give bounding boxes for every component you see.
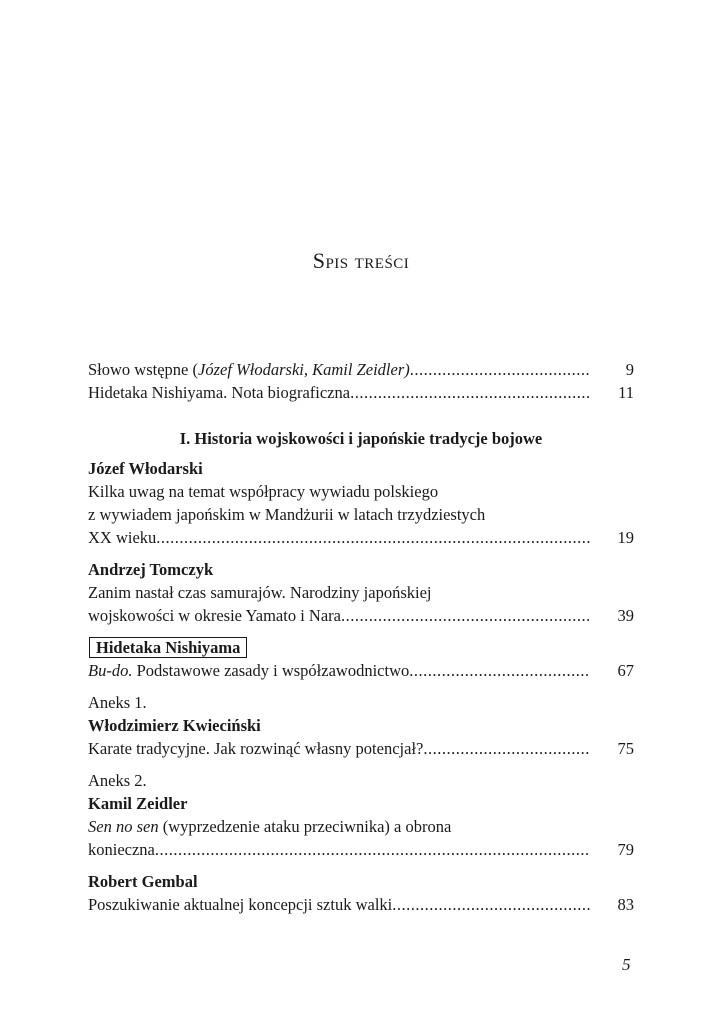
toc-entry-title-line: Zanim nastał czas samurajów. Narodziny japońskiej	[88, 583, 432, 602]
toc-entry-foreword	[88, 358, 634, 381]
toc-page-number: 67	[617, 661, 634, 680]
toc-entry-annex-label: Aneks 1.	[88, 693, 147, 712]
toc-entry-title-line: Poszukiwanie aktualnej koncepcji sztuk walki	[88, 895, 393, 914]
toc-entry-annex-label: Aneks 2.	[88, 771, 147, 790]
toc-entry-author: Kamil Zeidler	[88, 794, 188, 813]
table-of-contents	[88, 358, 634, 916]
toc-page-number: 83	[617, 895, 634, 914]
toc-entry-author: Robert Gembal	[88, 872, 198, 891]
toc-entry-last-line	[88, 838, 634, 861]
toc-entry-title-line: (wyprzedzenie ataku przeciwnika) a obrona	[158, 817, 452, 836]
toc-entry-author-highlighted: Hidetaka Nishiyama	[89, 637, 247, 658]
dot-leader	[410, 358, 590, 381]
toc-page-number: 75	[617, 739, 634, 758]
toc-entry-title-line: Karate tradycyjne. Jak rozwinąć własny potencjał?	[88, 739, 424, 758]
toc-entry-author: Józef Włodarski	[88, 459, 203, 478]
toc-page-number: 79	[617, 840, 634, 859]
page-title: Spis treści	[312, 247, 410, 273]
toc-entry-title: Słowo wstępne (	[88, 360, 198, 379]
toc-page-number: 9	[625, 360, 634, 379]
toc-entry-title-italic: Józef Włodarski, Kamil Zeidler)	[198, 360, 410, 379]
toc-entry-last-line	[88, 526, 634, 549]
toc-entry-title-italic: Sen no sen	[88, 817, 159, 836]
toc-page-number: 19	[617, 528, 634, 547]
toc-entry-title-italic: Bu-do.	[88, 661, 133, 680]
toc-entry-title: Hidetaka Nishiyama. Nota biograficzna	[88, 383, 351, 402]
page-number: 5	[622, 955, 631, 974]
dot-leader	[423, 737, 590, 760]
toc-entry-last-line	[88, 737, 634, 760]
dot-leader	[392, 893, 590, 916]
dot-leader	[409, 659, 590, 682]
toc-entry-title-line: Podstawowe zasady i współzawodnictwo	[132, 661, 410, 680]
toc-entry-author: Włodzimierz Kwieciński	[88, 716, 261, 735]
toc-entry-title-line: konieczna	[88, 840, 155, 859]
toc-entry-author: Andrzej Tomczyk	[88, 560, 214, 579]
dot-leader	[155, 838, 590, 861]
section-heading: I. Historia wojskowości i japońskie tradycje bojowe	[179, 429, 543, 448]
dot-leader	[156, 526, 590, 549]
toc-entry-title-line: wojskowości w okresie Yamato i Nara	[88, 606, 341, 625]
dot-leader	[350, 381, 590, 404]
toc-entry-last-line	[88, 659, 634, 682]
toc-page-number: 11	[618, 383, 634, 402]
dot-leader	[341, 604, 590, 627]
toc-entry-biographical-note	[88, 381, 634, 404]
toc-entry-last-line	[88, 893, 634, 916]
toc-page-number: 39	[617, 606, 634, 625]
toc-entry-title-line: z wywiadem japońskim w Mandżurii w latach trzydziestych	[88, 505, 486, 524]
toc-entry-last-line	[88, 604, 634, 627]
toc-entry-title-line: XX wieku	[88, 528, 157, 547]
toc-entry-title-line: Kilka uwag na temat współpracy wywiadu polskiego	[88, 482, 439, 501]
